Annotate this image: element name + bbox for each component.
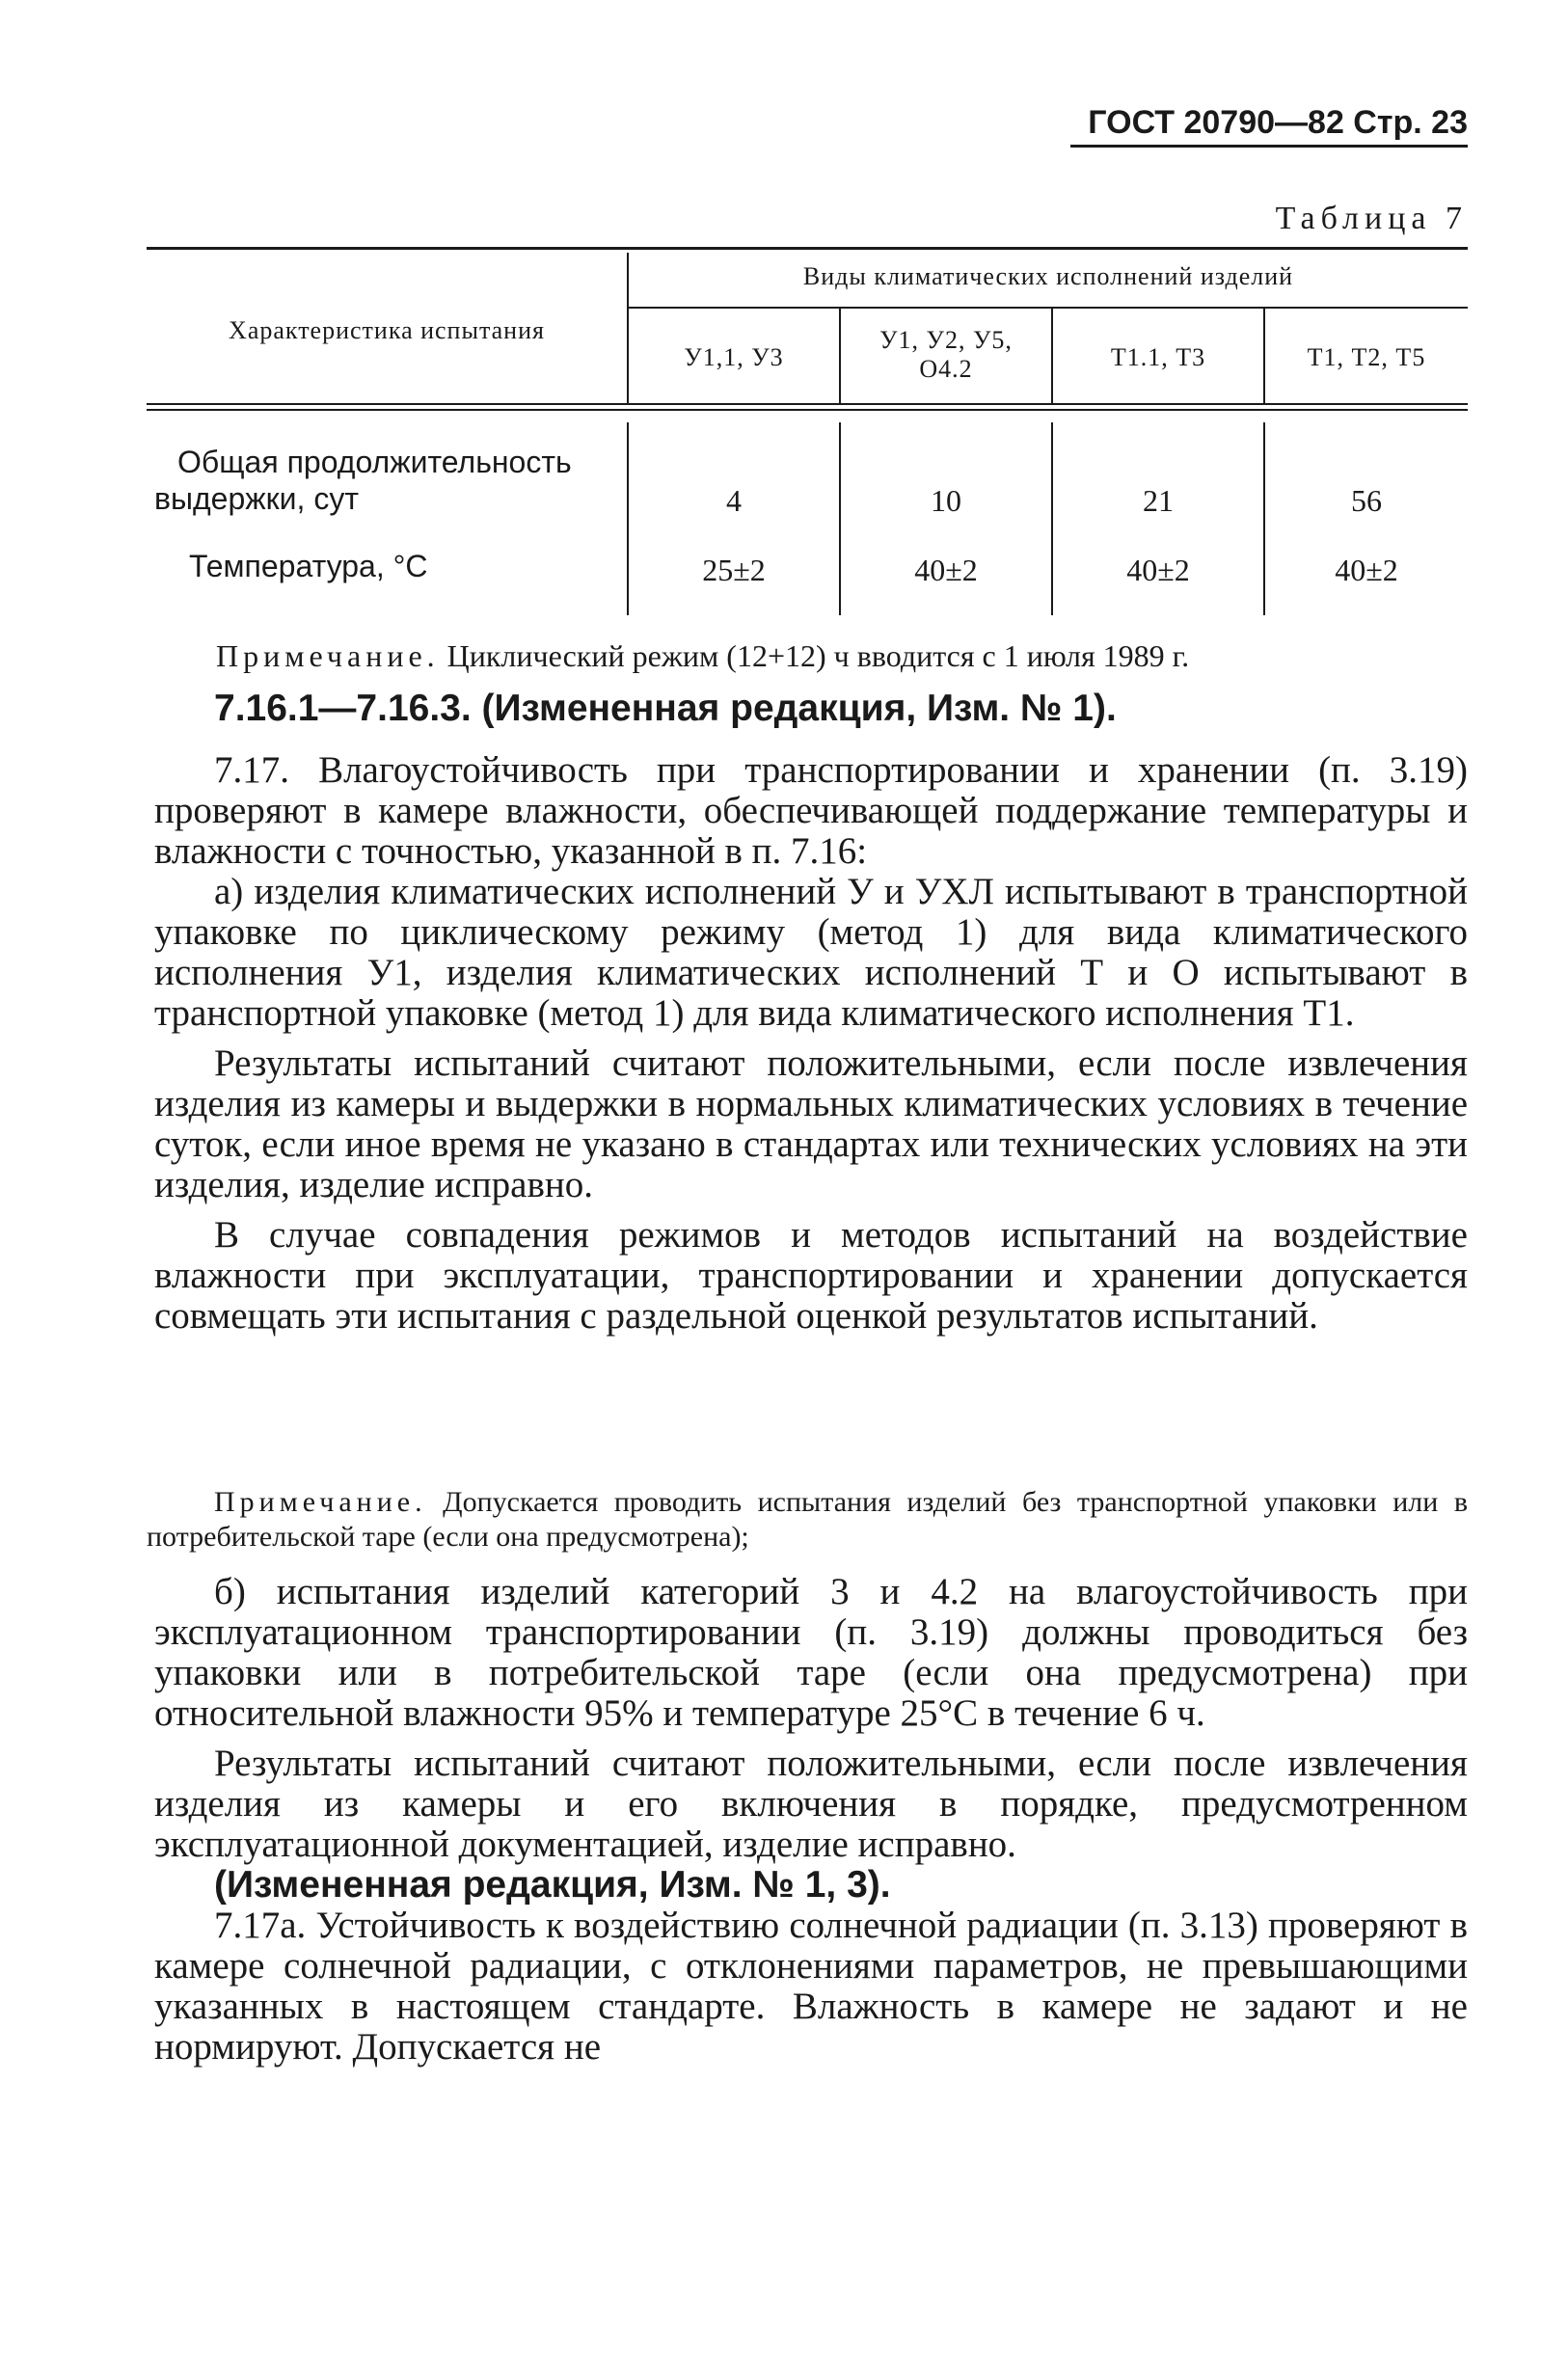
table-row-label: Общая продолжительность выдержки, сут — [154, 445, 572, 516]
table-column-header: У1,1, У3 — [684, 343, 784, 371]
body-text-block-1 — [154, 689, 1468, 1337]
table-note-text: Циклический режим (12+12) ч вводится с 1 июля 1989 г. — [446, 638, 1190, 673]
paragraph-results-1: Результаты испытаний считают положительными, если после извлечения изделия из камеры и выдержки в нормальных климатических условиях в течение суток, если иное время не указано в стандартах или технических условиях на эти изделия, изделие исправно. — [154, 1042, 1468, 1205]
paragraph-combine-tests: В случае совпадения режимов и методов испытаний на воздействие влажности при эксплуатации, транспортировании и хранении допускается совмещать эти испытания с раздельной оценкой результатов испытаний. — [154, 1214, 1468, 1337]
note-2-text: Допускается проводить испытания изделий без транспортной упаковки или в потребительской таре (если она предусмотрена); — [147, 1486, 1468, 1553]
note-2 — [147, 1485, 1468, 1555]
table-column-header: У1, У2, У5, О4.2 — [879, 326, 1013, 383]
table-cell: 40±2 — [1126, 553, 1190, 587]
paragraph-7-17-b: б) испытания изделий категорий 3 и 4.2 на влагоустойчивость при эксплуатационном транспортировании (п. 3.19) должны проводиться без упаковки или в потребительской таре (если она предусмотрена) при относительной влажности 95% и температуре 25°С в течение 6 ч. — [154, 1571, 1468, 1734]
table-group-header: Виды климатических исполнений изделий — [802, 262, 1294, 290]
page-header: ГОСТ 20790—82 Стр. 23 — [1088, 104, 1468, 141]
table-cell: 56 — [1351, 483, 1382, 518]
table-column-header: Т1, Т2, Т5 — [1307, 343, 1426, 371]
amendment-note-2: (Измененная редакция, Изм. № 1, 3). — [214, 1864, 891, 1906]
table-cell: 10 — [931, 483, 961, 518]
header-rule — [1070, 145, 1468, 148]
table-header-rule-2 — [147, 409, 1468, 411]
paragraph-7-17-a: а) изделия климатических исполнений У и УХЛ испытывают в транспортной упаковке по циклическому режиму (метод 1) для вида климатического исполнения У1, изделия климатических исполнений Т и О испытывают в транспортной упаковке (метод 1) для вида климатического исполнения Т1. — [154, 871, 1468, 1034]
table-caption: Таблица 7 — [1275, 201, 1468, 236]
paragraph-7-17: 7.17. Влагоустойчивость при транспортировании и хранении (п. 3.19) проверяют в камере влажности, обеспечивающей поддержание температуры и влажности с точностью, указанной в п. 7.16: — [154, 749, 1468, 872]
table-cell: 40±2 — [1335, 553, 1398, 587]
table-note-label: Примечание. — [216, 638, 440, 673]
table-top-rule — [147, 247, 1468, 250]
paragraph-results-2: Результаты испытаний считают положительными, если после извлечения изделия из камеры и его включения в порядке, предусмотренном эксплуатационной документацией, изделие исправно. — [154, 1743, 1468, 1865]
paragraph-7-17a-solar: 7.17а. Устойчивость к воздействию солнечной радиации (п. 3.13) проверяют в камере солнечной радиации, с отклонениями параметров, не превышающими указанных в настоящем стандарте. Влажность в камере не задают и не нормируют. Допускается не — [154, 1905, 1468, 2068]
table-characteristic-header: Характеристика испытания — [229, 316, 545, 344]
table-row-label: Температура, °С — [189, 549, 428, 583]
table-cell: 25±2 — [702, 553, 766, 587]
body-text-block-2 — [154, 1572, 1468, 2068]
table-header-rule-1 — [147, 403, 1468, 405]
table-column-header: Т1.1, Т3 — [1110, 343, 1206, 371]
table-cell: 21 — [1143, 483, 1174, 518]
table-group-rule — [627, 307, 1468, 309]
amendment-note-1: 7.16.1—7.16.3. (Измененная редакция, Изм. № 1). — [214, 688, 1117, 729]
table-note — [216, 638, 1470, 674]
note-2-label: Примечание. — [214, 1486, 427, 1518]
table-cell: 4 — [726, 483, 742, 518]
table-cell: 40±2 — [914, 553, 978, 587]
